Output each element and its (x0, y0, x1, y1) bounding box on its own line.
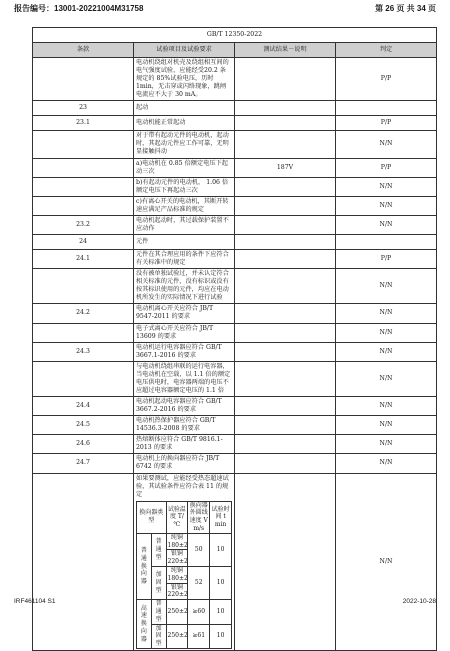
table-row (33, 101, 437, 116)
result-cell (235, 177, 336, 196)
table-body (33, 58, 437, 474)
subtype-reinforced: 加固型 (151, 624, 166, 648)
requirement-cell: 与电动机绕组串联的运行电容器，当电动机在空载，以 1.1 倍的额定电压供电时，电容器两端的电压不应超过电容器额定电压的 1.1 倍 (134, 361, 235, 396)
temp-cell: 250±2 (166, 600, 188, 624)
requirement-cell: 电动机运行电容器应符合 GB/T 3667.1-2016 的要求 (134, 342, 235, 361)
column-header-clause: 条款 (33, 43, 134, 58)
standard-row (33, 28, 437, 43)
result-cell (235, 196, 336, 215)
table-row (33, 250, 437, 269)
verdict-cell: N/N (336, 131, 437, 158)
column-header-requirement: 试验项目及试验要求 (134, 43, 235, 58)
temp-cell: 银铜 220±2 (167, 583, 188, 599)
clause-cell (33, 323, 134, 342)
requirement-cell: 电动机能正常起动 (134, 116, 235, 131)
table-row (33, 215, 437, 234)
table-row (33, 196, 437, 215)
report-number: 报告编号：13001-20221004M31758 (14, 4, 144, 13)
clause-cell (33, 361, 134, 396)
time-cell: 10 (210, 600, 232, 624)
requirement-cell: 电动机离心开关应符合 JB/T 9547-2011 的要求 (134, 304, 235, 323)
requirement-cell: 电动机起动时，其过载保护装置不应动作 (134, 215, 235, 234)
temp-cell: 银铜 220±2 (167, 550, 188, 566)
result-cell (235, 416, 336, 435)
result-cell (235, 323, 336, 342)
overspeed-condition-table (136, 501, 232, 649)
verdict-cell: N/N (336, 361, 437, 396)
requirement-cell: 电动机热保护器应符合 GB/T 14536.3-2008 的要求 (134, 416, 235, 435)
verdict-cell: P/P (336, 116, 437, 131)
clause-cell: 24.6 (33, 435, 134, 454)
verdict-cell: P/P (336, 158, 437, 177)
subtype-normal: 普通型 (151, 600, 166, 624)
clause-cell (33, 131, 134, 158)
clause-cell: 24.7 (33, 454, 134, 473)
table-row (33, 131, 437, 158)
requirement-cell: 元件在其合理应用的条件下应符合有关标准中的规定 (134, 250, 235, 269)
requirement-cell: 电动机绕组对机壳及绕组相互间的电气强度试验，应能经受20.2 条规定的 85%试验电压，历时 1min，无击穿或闪络现象，跳闸电流应不大于 30 mA。 (134, 58, 235, 101)
table-row (33, 397, 437, 416)
result-cell (235, 454, 336, 473)
table-row (33, 158, 437, 177)
table-row (33, 454, 437, 473)
result-cell (235, 235, 336, 250)
table-row (33, 361, 437, 396)
subtype-normal: 普通型 (151, 533, 166, 566)
verdict-cell (336, 101, 437, 116)
verdict-cell: N/N (336, 416, 437, 435)
result-cell (235, 397, 336, 416)
test-table (32, 27, 437, 651)
clause-cell (33, 58, 134, 101)
requirement-cell: 电动机上的换向器应符合 JB/T 6742 的要求 (134, 454, 235, 473)
table-row (33, 177, 437, 196)
result-cell (235, 269, 336, 304)
result-cell (235, 58, 336, 101)
subtype-reinforced: 加固型 (151, 567, 166, 600)
clause-cell: 24.1 (33, 250, 134, 269)
verdict-cell: N/N (336, 215, 437, 234)
requirement-cell: 对于带有起动元件的电动机，起动时，其起动元件应工作可靠，无明显接触抖动 (134, 131, 235, 158)
verdict-cell: N/N (336, 342, 437, 361)
inner-row (137, 567, 232, 584)
clause-cell: 24.3 (33, 342, 134, 361)
verdict-cell: P/P (336, 250, 437, 269)
requirement-cell: a)电动机在 0.85 倍额定电压下起动三次 (134, 158, 235, 177)
table-row-overspeed (33, 473, 437, 651)
result-cell (235, 361, 336, 396)
table-row (33, 58, 437, 101)
verdict-cell: N/N (336, 473, 437, 651)
result-cell (235, 435, 336, 454)
requirement-cell: 电动机起动电容器应符合 GB/T 3667.2-2016 的要求 (134, 397, 235, 416)
inner-header-row (137, 501, 232, 533)
page-number: 第 26 页 共 34 页 (375, 4, 436, 13)
table-row (33, 116, 437, 131)
verdict-cell: N/N (336, 177, 437, 196)
table-row (33, 304, 437, 323)
column-header-verdict: 判定 (336, 43, 437, 58)
table-row (33, 416, 437, 435)
requirement-cell: 热熔断体应符合 GB/T 9816.1-2013 的要求 (134, 435, 235, 454)
time-cell: 10 (210, 624, 232, 648)
time-cell: 10 (210, 533, 232, 566)
verdict-cell: P/P (336, 58, 437, 101)
verdict-cell: N/N (336, 304, 437, 323)
verdict-cell: N/N (336, 435, 437, 454)
result-cell (235, 473, 336, 651)
form-code: IRF461104 S1 (14, 598, 56, 605)
requirement-cell: c)有离心开关的电动机，其断开转速应满足产品标准的规定 (134, 196, 235, 215)
result-cell (235, 250, 336, 269)
requirement-cell: 元件 (134, 235, 235, 250)
standard-title: GB/T 12350-2022 (33, 28, 437, 43)
verdict-cell: N/N (336, 454, 437, 473)
verdict-cell: N/N (336, 196, 437, 215)
clause-cell (33, 158, 134, 177)
footer-date: 2022-10-28 (402, 598, 436, 605)
temp-cell: 纯铜 180±2 (167, 567, 188, 582)
temp-cell: 纯铜 180±2 (167, 533, 188, 549)
group-high-speed: 高速换向器 (137, 600, 152, 649)
requirement-text: 如果要测试，应能经受热态超速试验，其试验条件应符合表 11 的规定 (136, 474, 229, 498)
clause-cell (33, 269, 134, 304)
clause-cell: 24.5 (33, 416, 134, 435)
clause-cell: 23 (33, 101, 134, 116)
page-header (14, 3, 436, 17)
result-cell (235, 101, 336, 116)
table-row (33, 342, 437, 361)
result-cell (235, 116, 336, 131)
result-cell (235, 304, 336, 323)
requirement-cell: 电子式离心开关应符合 JB/T 13609 的要求 (134, 323, 235, 342)
temp-cell: 250±2 (166, 624, 188, 648)
inner-row (137, 624, 232, 648)
time-cell: 10 (210, 567, 232, 600)
inner-row (137, 533, 232, 550)
result-cell (235, 131, 336, 158)
table-row (33, 435, 437, 454)
clause-cell (33, 177, 134, 196)
clause-cell: 24.4 (33, 397, 134, 416)
clause-cell: 23.1 (33, 116, 134, 131)
speed-cell: ≥60 (188, 600, 210, 624)
column-header-result: 测试结果－说明 (235, 43, 336, 58)
result-cell: 187V (235, 158, 336, 177)
speed-cell: 50 (188, 533, 210, 566)
overspeed-cell (134, 473, 235, 651)
inner-header-time: 试验时间 t min (210, 501, 232, 533)
clause-cell (33, 473, 134, 651)
table-row (33, 269, 437, 304)
requirement-cell: 起动 (134, 101, 235, 116)
inner-header-speed: 换向器外圆线速度 V m/s (189, 501, 208, 533)
inner-header-type: 换向器类型 (137, 501, 167, 533)
clause-cell: 23.2 (33, 215, 134, 234)
speed-cell: 52 (188, 567, 210, 600)
verdict-cell: N/N (336, 269, 437, 304)
column-header-row (33, 43, 437, 58)
table-row (33, 323, 437, 342)
requirement-cell: 没有被单独试验过，并未认定符合相关标准的元件，没有标识或没有按其标识使用的元件，均应在电动机所发生的实际情况下进行试验 (134, 269, 235, 304)
result-cell (235, 215, 336, 234)
group-normal: 普通换向器 (137, 533, 152, 599)
verdict-cell: N/N (336, 397, 437, 416)
clause-cell: 24 (33, 235, 134, 250)
requirement-cell: b)有起动元件的电动机， 1.06 倍额定电压下再起动三次 (134, 177, 235, 196)
result-cell (235, 342, 336, 361)
clause-cell (33, 196, 134, 215)
speed-cell: ≥61 (188, 624, 210, 648)
table-row (33, 235, 437, 250)
verdict-cell (336, 235, 437, 250)
clause-cell: 24.2 (33, 304, 134, 323)
inner-header-temp: 试验温度 T/℃ (166, 501, 188, 533)
page-footer (14, 598, 436, 608)
verdict-cell: N/N (336, 323, 437, 342)
